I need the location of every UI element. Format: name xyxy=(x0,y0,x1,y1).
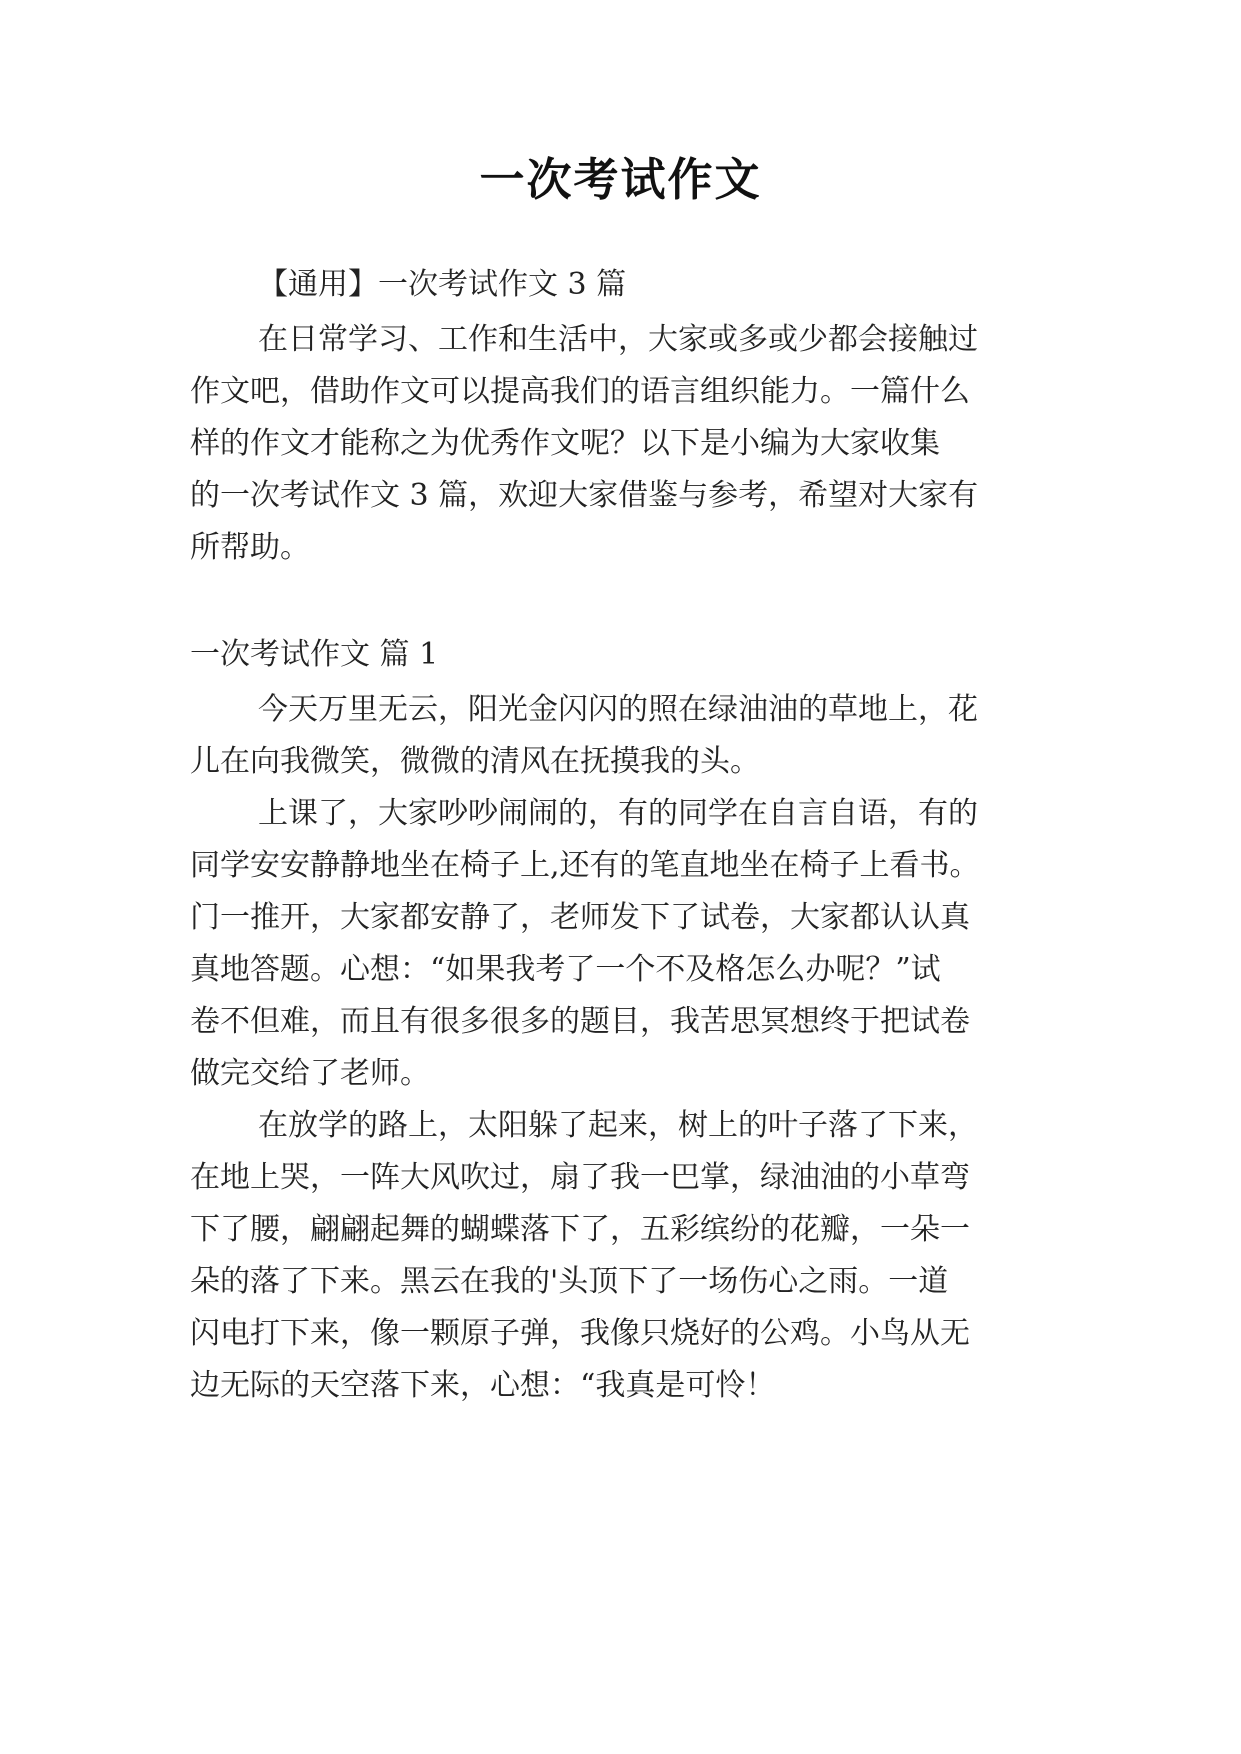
intro-line: 的一次考试作文 3 篇，欢迎大家借鉴与参考，希望对大家有 xyxy=(190,478,979,513)
paragraph-line: 边无际的天空落下来，心想：“我真是可怜！ xyxy=(190,1368,776,1403)
intro-line: 在日常学习、工作和生活中，大家或多或少都会接触过 xyxy=(258,322,978,357)
paragraph-line: 今天万里无云，阳光金闪闪的照在绿油油的草地上，花 xyxy=(258,692,978,727)
paragraph-line: 闪电打下来，像一颗原子弹，我像只烧好的公鸡。小鸟从无 xyxy=(190,1316,970,1351)
paragraph-line: 在放学的路上，太阳躲了起来，树上的叶子落了下来， xyxy=(258,1108,978,1143)
intro-line: 样的作文才能称之为优秀作文呢？以下是小编为大家收集 xyxy=(190,426,940,461)
paragraph-line: 同学安安静静地坐在椅子上,还有的笔直地坐在椅子上看书。 xyxy=(190,848,980,883)
paragraph-line: 朵的落了下来。黑云在我的'头顶下了一场伤心之雨。一道 xyxy=(190,1264,949,1299)
paragraph-line: 卷不但难，而且有很多很多的题目，我苦思冥想终于把试卷 xyxy=(190,1004,970,1039)
intro-line: 所帮助。 xyxy=(190,530,310,565)
section-heading: 一次考试作文 篇 1 xyxy=(190,637,439,672)
paragraph-line: 做完交给了老师。 xyxy=(190,1056,430,1091)
intro-heading: 【通用】一次考试作文 3 篇 xyxy=(258,267,627,302)
paragraph-line: 上课了，大家吵吵闹闹的，有的同学在自言自语，有的 xyxy=(258,796,978,831)
paragraph-line: 下了腰，翩翩起舞的蝴蝶落下了，五彩缤纷的花瓣，一朵一 xyxy=(190,1212,970,1247)
document-title: 一次考试作文 xyxy=(479,153,762,206)
intro-line: 作文吧，借助作文可以提高我们的语言组织能力。一篇什么 xyxy=(190,374,970,409)
paragraph-line: 儿在向我微笑，微微的清风在抚摸我的头。 xyxy=(190,744,760,779)
paragraph-line: 在地上哭，一阵大风吹过，扇了我一巴掌，绿油油的小草弯 xyxy=(190,1160,970,1195)
paragraph-line: 真地答题。心想：“如果我考了一个不及格怎么办呢？”试 xyxy=(190,952,941,987)
paragraph-line: 门一推开，大家都安静了，老师发下了试卷，大家都认认真 xyxy=(190,900,970,935)
